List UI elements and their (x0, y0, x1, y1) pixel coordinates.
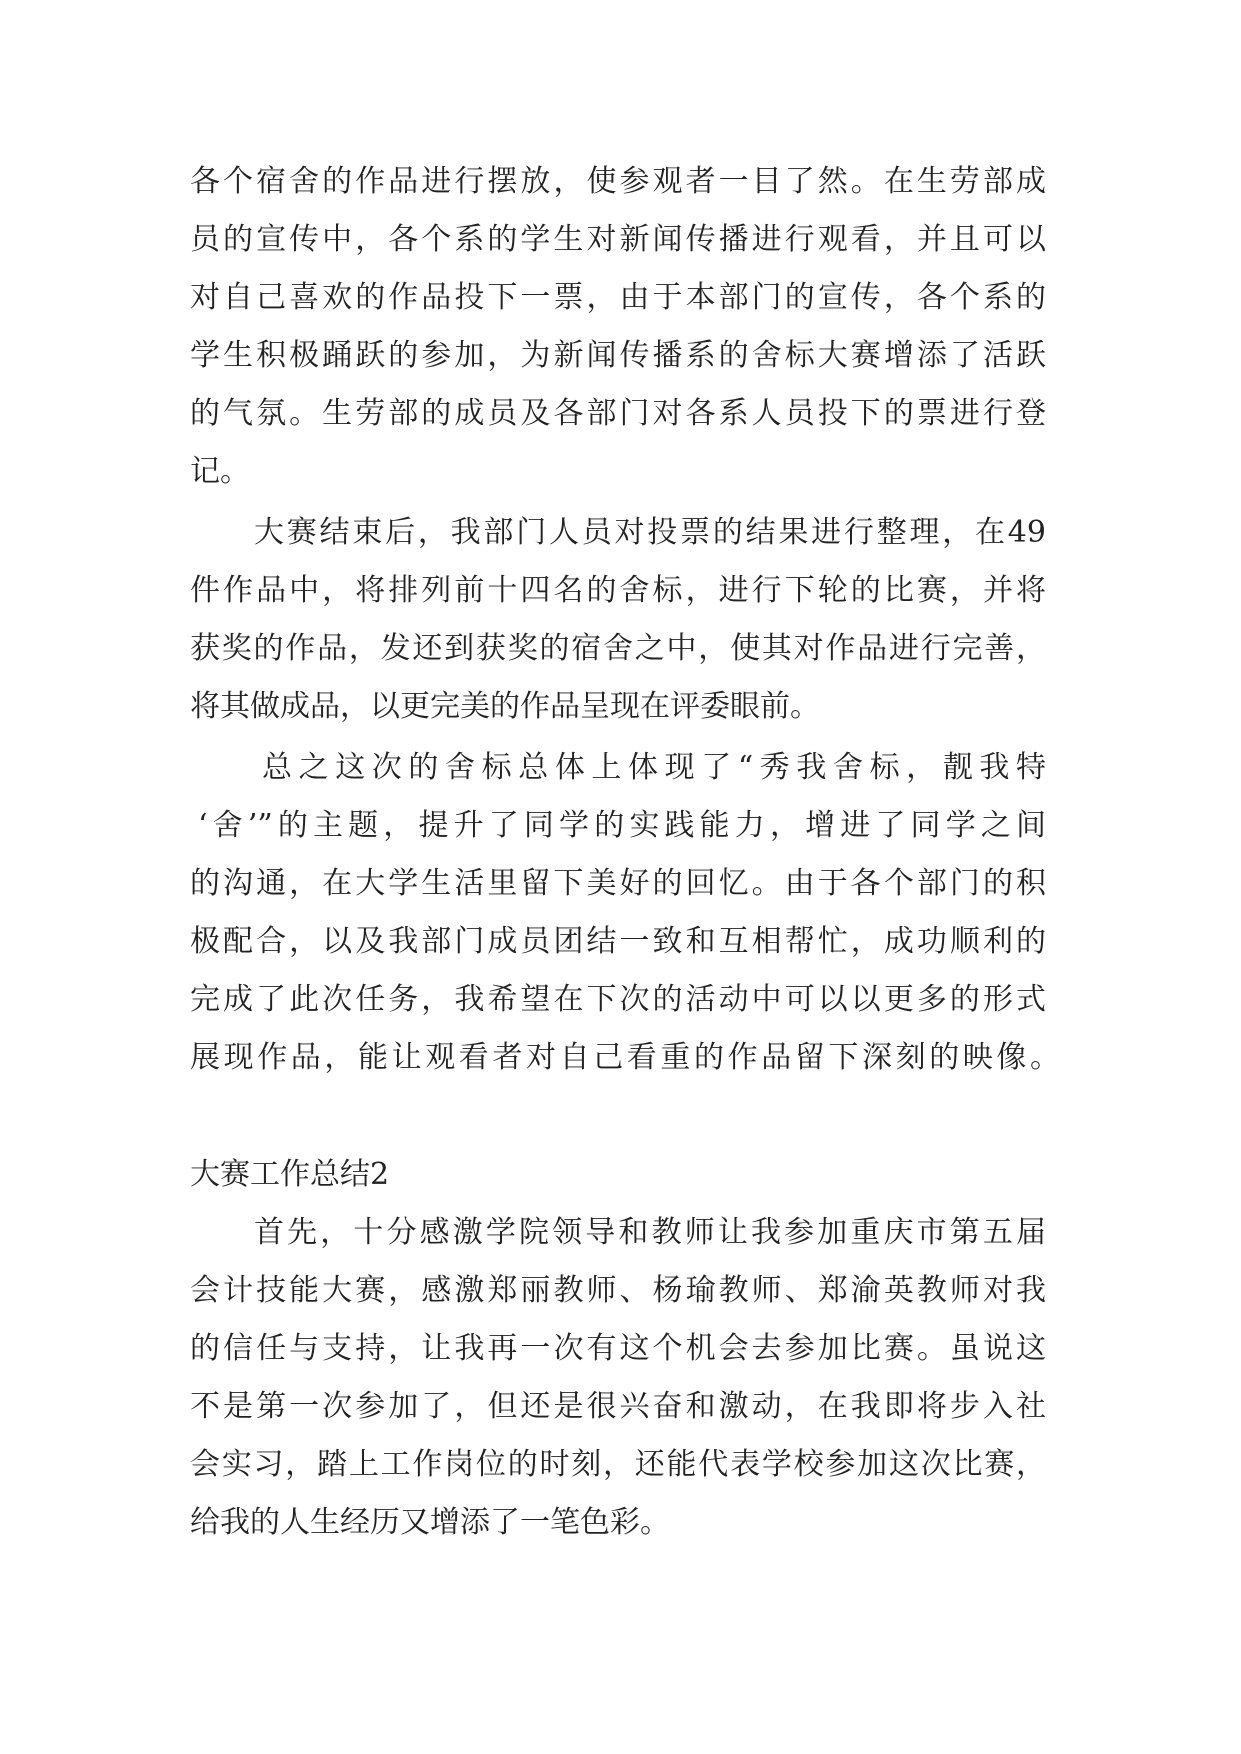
paragraph-line: 获奖的作品，发还到获奖的宿舍之中，使其对作品进行完善， (190, 631, 1046, 666)
paragraph-line: 首先，十分感激学院领导和教师让我参加重庆市第五届 (254, 1215, 1046, 1250)
paragraph-line: 极配合，以及我部门成员团结一致和互相帮忙，成功顺利的 (190, 924, 1046, 959)
paragraph-line: 件作品中，将排列前十四名的舍标，进行下轮的比赛，并将 (190, 573, 1046, 608)
paragraph-line: 的沟通，在大学生活里留下美好的回忆。由于各个部门的积 (190, 866, 1046, 901)
paragraph-line: 将其做成品，以更完美的作品呈现在评委眼前。 (190, 689, 820, 724)
paragraph-line: 完成了此次任务，我希望在下次的活动中可以以更多的形式 (190, 982, 1046, 1017)
paragraph-line: 会实习，踏上工作岗位的时刻，还能代表学校参加这次比赛， (190, 1447, 1046, 1482)
paragraph-line: 对自己喜欢的作品投下一票，由于本部门的宣传，各个系的 (190, 280, 1046, 315)
paragraph-line: 记。 (190, 454, 250, 489)
paragraph-line: 不是第一次参加了，但还是很兴奋和激动，在我即将步入社 (190, 1389, 1046, 1424)
paragraph-line: 员的宣传中，各个系的学生对新闻传播进行观看，并且可以 (190, 222, 1046, 257)
paragraph-line: 的气氛。生劳部的成员及各部门对各系人员投下的票进行登 (190, 396, 1046, 431)
paragraph-line: 总之这次的舍标总体上体现了“秀我舍标，靓我特 (262, 750, 1046, 785)
paragraph-line: 会计技能大赛，感激郑丽教师、杨瑜教师、郑渝英教师对我 (190, 1273, 1046, 1308)
paragraph-line: 学生积极踊跃的参加，为新闻传播系的舍标大赛增添了活跃 (190, 338, 1046, 373)
paragraph-line: 给我的人生经历又增添了一笔色彩。 (190, 1505, 670, 1540)
paragraph-line: ‘舍’”的主题，提升了同学的实践能力，增进了同学之间 (198, 808, 1046, 843)
paragraph-line: 的信任与支持，让我再一次有这个机会去参加比赛。虽说这 (190, 1331, 1046, 1366)
paragraph-line: 大赛结束后，我部门人员对投票的结果进行整理，在49 (254, 515, 1046, 550)
paragraph-line: 各个宿舍的作品进行摆放，使参观者一目了然。在生劳部成 (190, 164, 1046, 199)
section-heading: 大赛工作总结2 (190, 1157, 390, 1192)
paragraph-line: 展现作品，能让观看者对自己看重的作品留下深刻的映像。 (190, 1040, 1060, 1075)
